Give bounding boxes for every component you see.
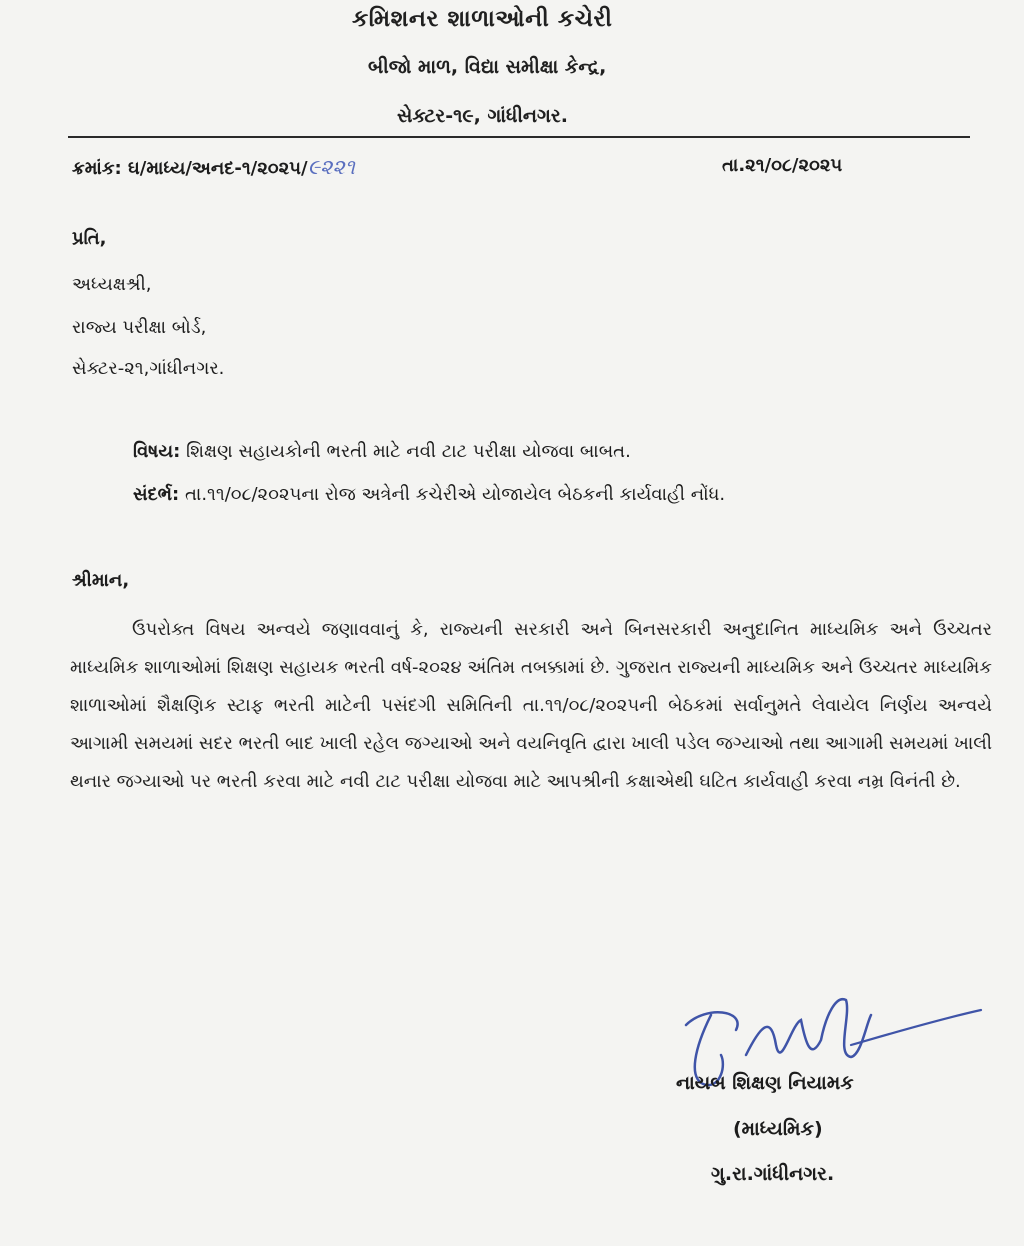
signatory-dept: (માધ્યમિક) bbox=[733, 1118, 823, 1140]
reference-number-prefix: ક્રમાંક: ઘ/માધ્ય/અનદ-૧/૨૦૨૫/ bbox=[72, 158, 308, 179]
signatory-title: નાયબ શિક્ષણ નિયામક bbox=[676, 1072, 854, 1094]
subject-text: શિક્ષણ સહાયકોની ભરતી માટે નવી ટાટ પરીક્ષા યોજવા બાબત. bbox=[186, 441, 631, 462]
office-floor: બીજો માળ, વિદ્યા સમીક્ષા કેન્દ્ર, bbox=[368, 56, 607, 78]
letter-date: તા.૨૧/૦૮/૨૦૨૫ bbox=[722, 155, 843, 176]
addressee-line-3: સેક્ટર-૨૧,ગાંધીનગર. bbox=[72, 358, 225, 379]
office-title: કમિશનર શાળાઓની કચેરી bbox=[352, 6, 613, 32]
subject-line bbox=[133, 441, 631, 462]
office-city: સેક્ટર-૧૯, ગાંધીનગર. bbox=[397, 105, 568, 127]
signatory-place: ગુ.રા.ગાંધીનગર. bbox=[711, 1163, 835, 1185]
context-label: સંદર્ભ: bbox=[133, 484, 180, 505]
addressee-line-1: અધ્યક્ષશ્રી, bbox=[72, 274, 152, 295]
context-line bbox=[133, 484, 725, 505]
addressee-line-2: રાજ્ય પરીક્ષા બોર્ડ, bbox=[72, 317, 207, 338]
reference-number bbox=[72, 155, 355, 180]
context-text: તા.૧૧/૦૮/૨૦૨૫ના રોજ અત્રેની કચેરીએ યોજાયેલ બેઠકની કાર્યવાહી નોંધ. bbox=[184, 484, 726, 505]
letter-body: ઉપરોક્ત વિષય અન્વયે જણાવવાનું કે, રાજ્યની સરકારી અને બિનસરકારી અનુદાનિત માધ્યમિક અને ઉચ્ચતર માધ્યમિક શાળાઓમાં શિક્ષણ સહાયક ભરતી વર્ષ-૨૦૨૪ અંતિમ તબક્કામાં છે. ગુજરાત રાજ્યની માધ્યમિક અને ઉચ્ચતર માધ્યમિક શાળાઓમાં શૈક્ષણિક સ્ટાફ ભરતી માટેની પસંદગી સમિતિની તા.૧૧/૦૮/૨૦૨૫ની બેઠકમાં સર્વાનુમતે લેવાયેલ નિર્ણય અન્વયે આગામી સમયમાં સદર ભરતી બાદ ખાલી રહેલ જગ્યાઓ અને વયનિવૃતિ દ્વારા ખાલી પડેલ જગ્યાઓ તથા આગામી સમયમાં ખાલી થનાર જગ્યાઓ પર ભરતી કરવા માટે નવી ટાટ પરીક્ષા યોજવા માટે આપશ્રીની કક્ષાએથી ઘટિત કાર્યવાહી કરવા નમ્ર વિનંતી છે. bbox=[70, 619, 992, 792]
reference-number-handwritten: ૯૨૨૧ bbox=[307, 155, 355, 179]
header-divider bbox=[68, 136, 970, 138]
subject-label: વિષય: bbox=[133, 441, 181, 462]
salutation: શ્રીમાન, bbox=[72, 570, 130, 591]
addressee-to: પ્રતિ, bbox=[72, 228, 107, 249]
